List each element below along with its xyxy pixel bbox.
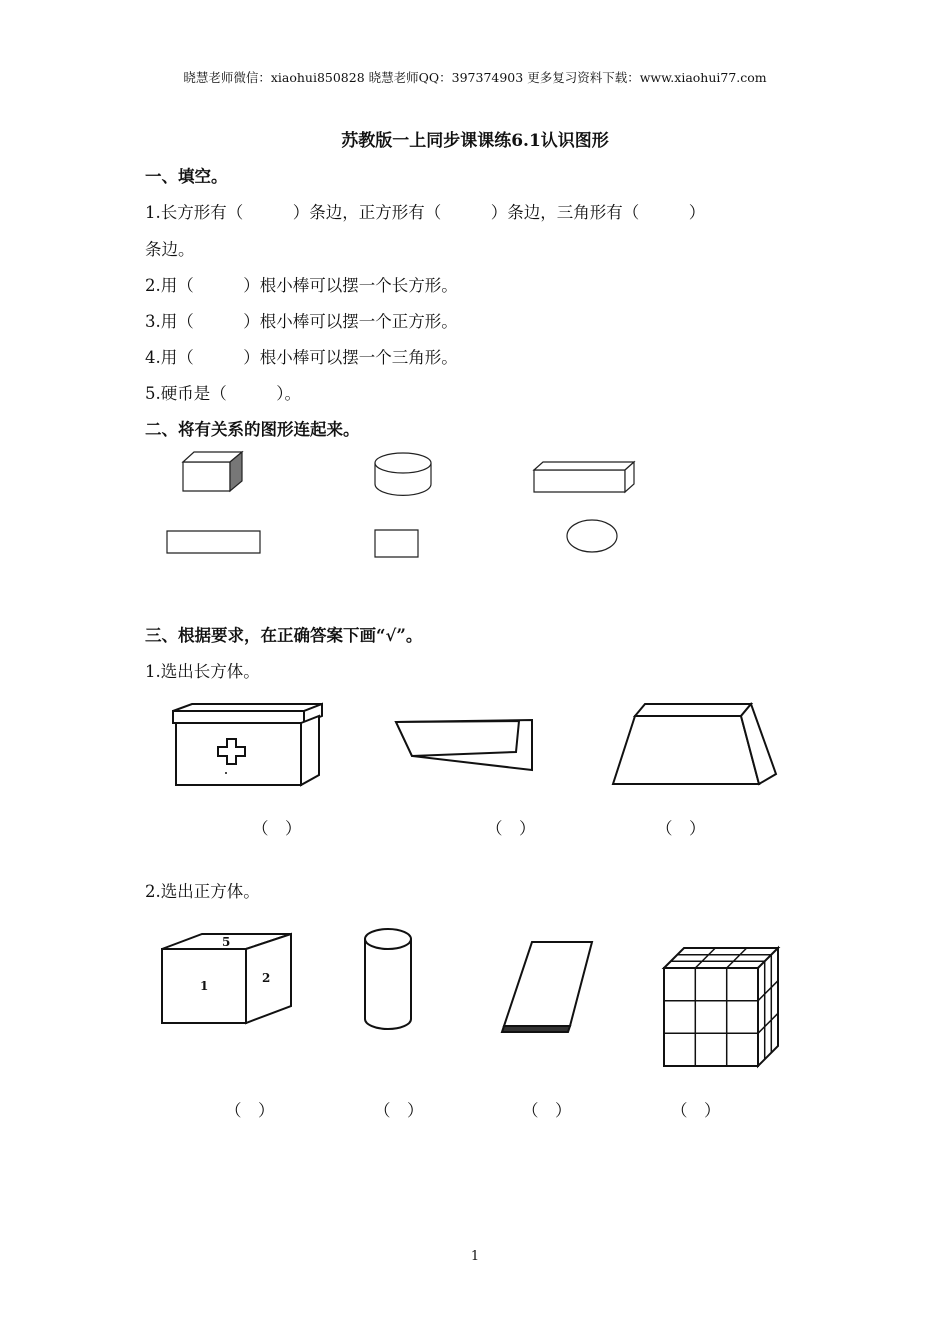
question-3: 3.用（ ）根小棒可以摆一个正方形。 (145, 312, 458, 331)
trapezoid-prism-shape (611, 702, 779, 786)
circle-shape (565, 518, 619, 554)
slanted-slab-shape (394, 718, 536, 774)
page-title: 苏教版一上同步课课练6.1认识图形 (341, 131, 609, 151)
section2-heading: 二、将有关系的图形连起来。 (145, 420, 360, 439)
page-header: 晓慧老师微信：xiaohui850828 晓慧老师QQ：397374903 更多复习资料下载：www.xiaohui77.com (183, 70, 767, 85)
cuboid-shape-solid (182, 451, 244, 493)
numbered-cube-shape (160, 932, 294, 1027)
question-4: 4.用（ ）根小棒可以摆一个三角形。 (145, 348, 458, 367)
answer-blank[interactable]: （ ） (671, 1101, 721, 1120)
cube-label-front: 1 (200, 979, 209, 993)
rectangle-shape (166, 530, 262, 555)
answer-blank[interactable]: （ ） (374, 1101, 424, 1120)
question-5: 5.硬币是（ ）。 (145, 384, 301, 403)
section3-heading: 三、根据要求，在正确答案下画“√”。 (145, 626, 423, 645)
page-number: 1 (470, 1249, 480, 1264)
answer-blank[interactable]: （ ） (522, 1101, 572, 1120)
rubiks-cube-shape (660, 946, 782, 1070)
first-aid-box-shape (170, 703, 326, 788)
question-1-line2: 条边。 (145, 240, 195, 259)
answer-blank[interactable]: （ ） (486, 819, 536, 838)
question-1-line1: 1.长方形有（ ）条边，正方形有（ ）条边，三角形有（ ） (145, 203, 706, 222)
answer-blank[interactable]: （ ） (656, 819, 706, 838)
answer-blank[interactable]: （ ） (252, 819, 302, 838)
sub-question-2: 2.选出正方体。 (145, 882, 260, 901)
answer-blank[interactable]: （ ） (225, 1101, 275, 1120)
tall-cylinder-shape (363, 926, 413, 1032)
sub-question-1: 1.选出长方体。 (145, 662, 260, 681)
section1-heading: 一、填空。 (145, 167, 228, 186)
cube-label-top: 5 (222, 935, 231, 949)
square-shape (374, 529, 420, 559)
cylinder-shape (374, 451, 432, 497)
cube-label-side: 2 (262, 971, 271, 985)
long-cuboid-shape (533, 461, 635, 494)
question-2: 2.用（ ）根小棒可以摆一个长方形。 (145, 276, 458, 295)
flat-slab-shape (500, 940, 594, 1034)
